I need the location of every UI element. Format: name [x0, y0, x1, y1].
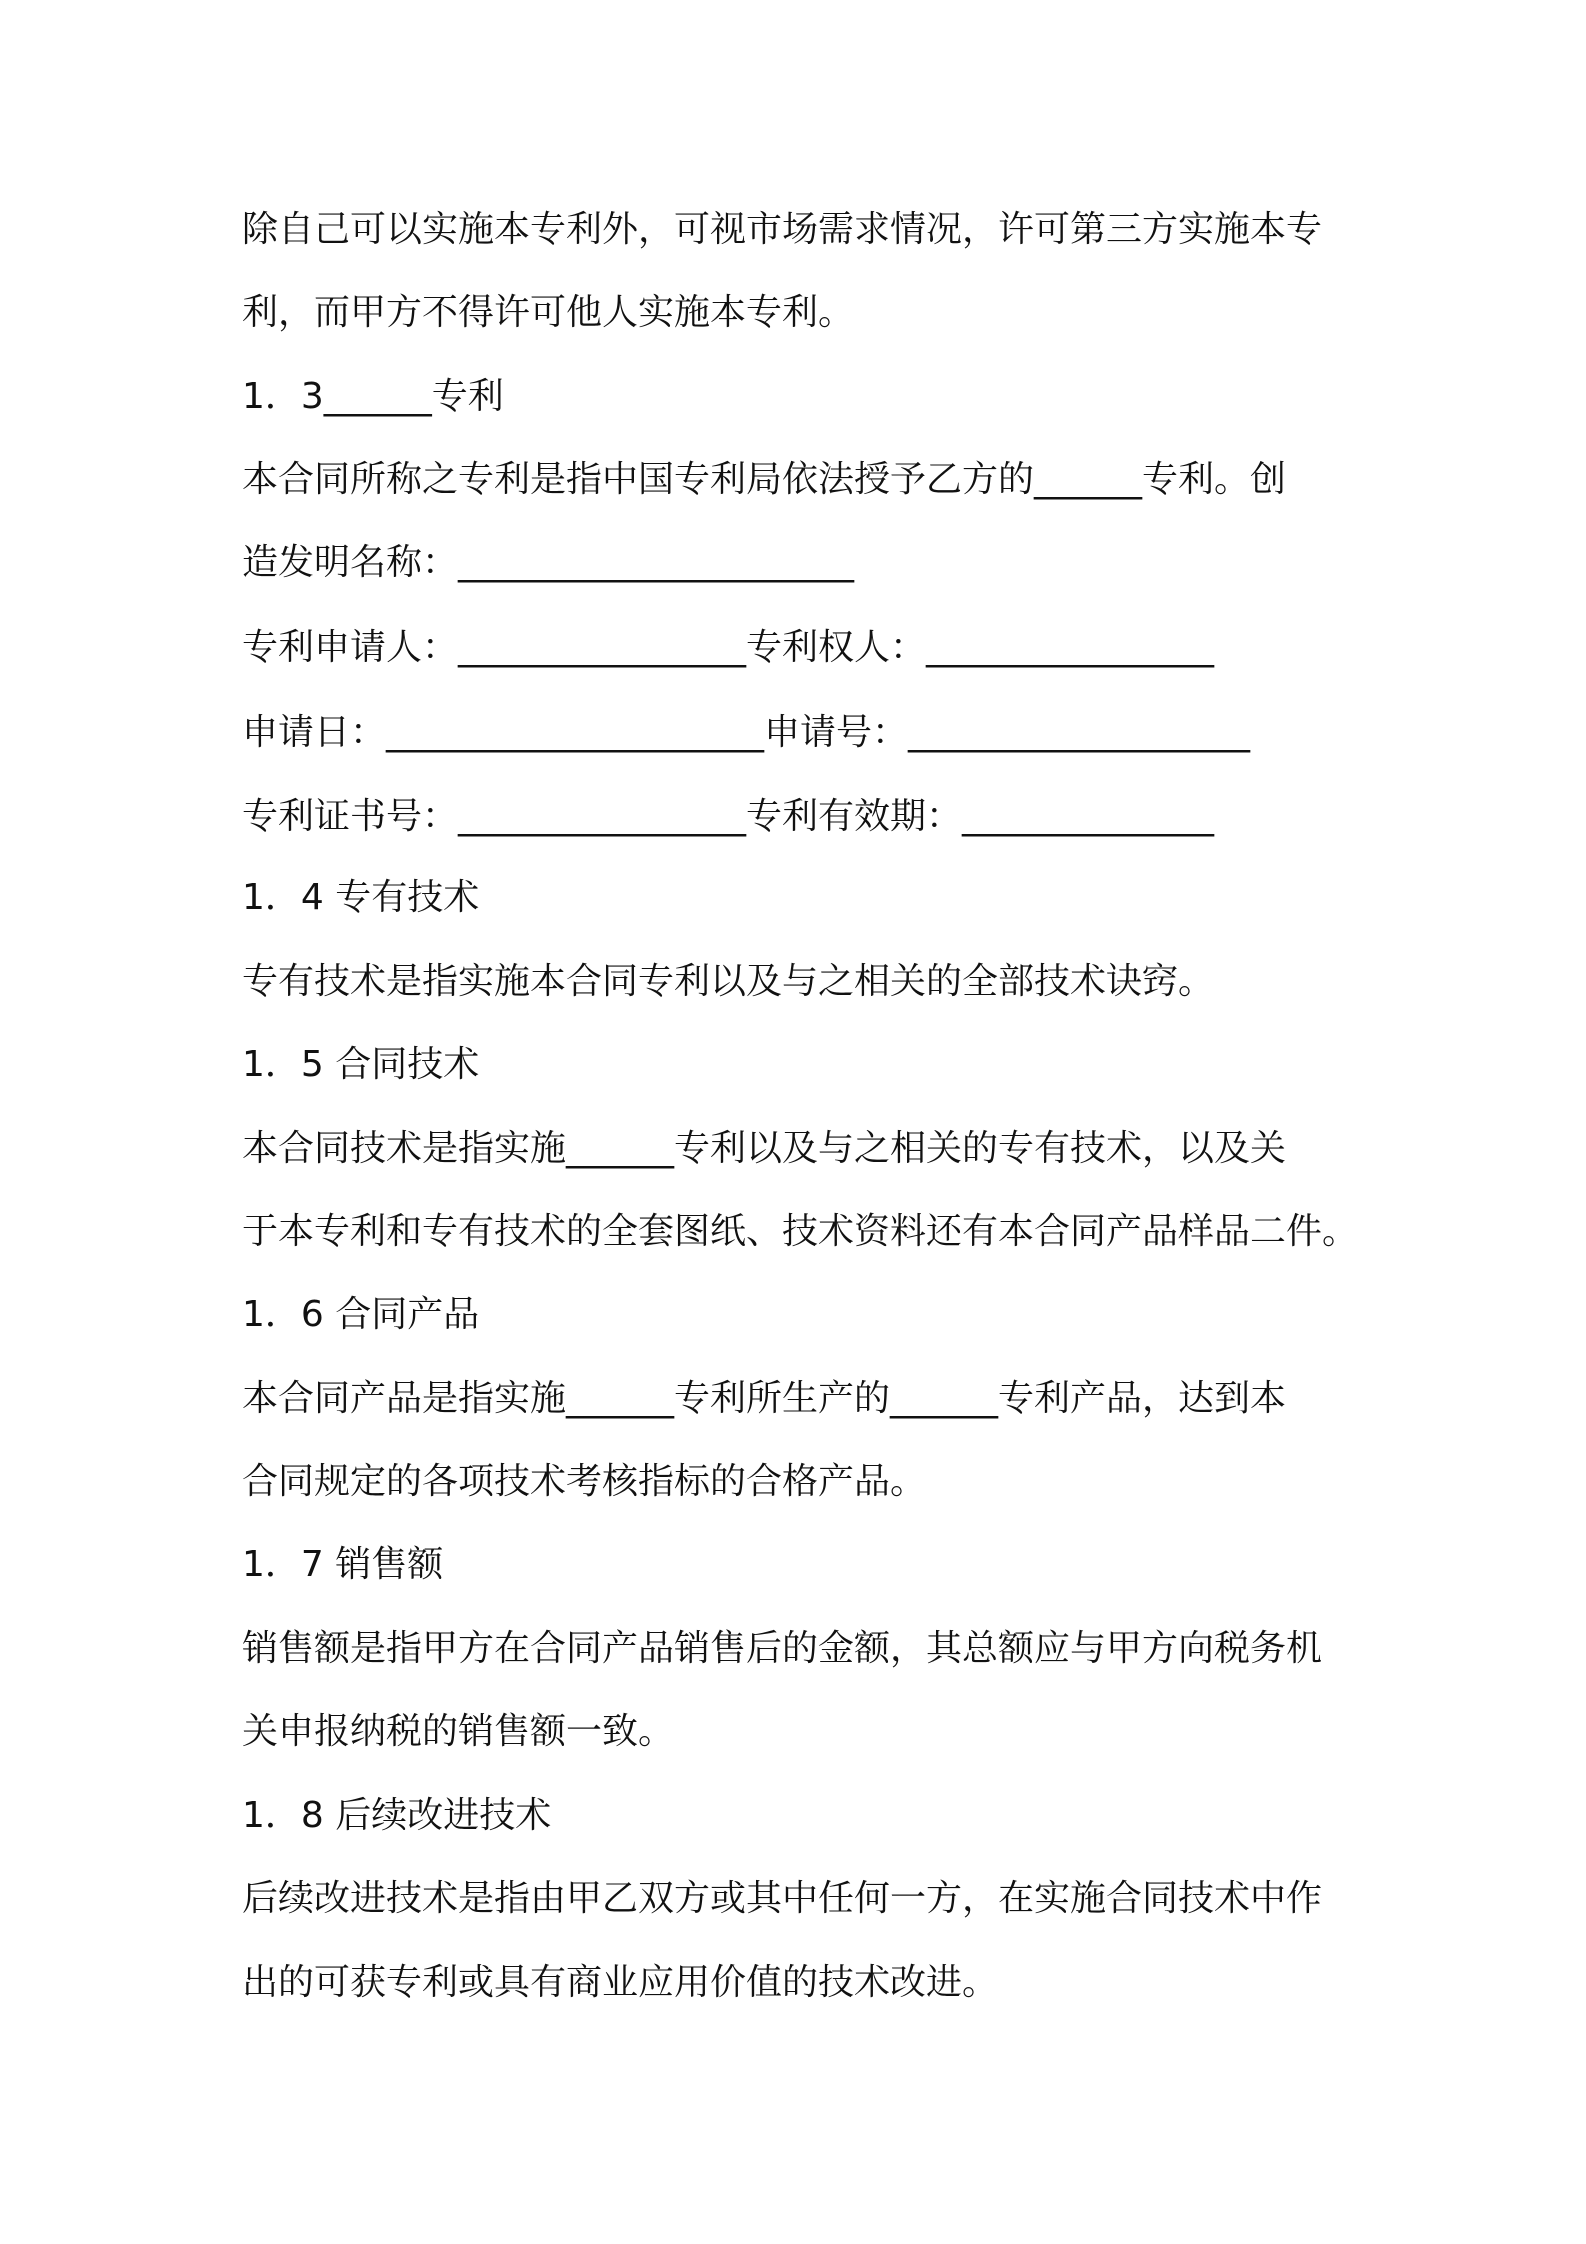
text-line: 销售额是指甲方在合同产品销售后的金额，其总额应与甲方向税务机	[242, 1628, 1323, 1669]
section-heading: 1．7 销售额	[242, 1544, 444, 1585]
text-line: 专有技术是指实施本合同专利以及与之相关的全部技术诀窍。	[242, 961, 1215, 1002]
text-line: 后续改进技术是指由甲乙双方或其中任何一方，在实施合同技术中作	[242, 1878, 1323, 1919]
text-line: 出的可获专利或具有商业应用价值的技术改进。	[242, 1962, 999, 2003]
text-line: 于本专利和专有技术的全套图纸、技术资料还有本合同产品样品二件。	[242, 1211, 1359, 1252]
text-line: 专利申请人：________________专利权人：________________	[242, 627, 1215, 668]
text-line: 本合同技术是指实施______专利以及与之相关的专有技术，以及关	[242, 1128, 1287, 1169]
text-line: 利，而甲方不得许可他人实施本专利。	[242, 292, 855, 333]
text-line: 申请日：_____________________申请号：___________________	[242, 712, 1251, 753]
text-line: 合同规定的各项技术考核指标的合格产品。	[242, 1461, 927, 1502]
section-heading: 1．4 专有技术	[242, 877, 480, 918]
section-heading: 1．3______专利	[242, 376, 504, 417]
text-line: 除自己可以实施本专利外，可视市场需求情况，许可第三方实施本专	[242, 209, 1323, 250]
section-heading: 1．5 合同技术	[242, 1044, 480, 1085]
text-line: 关申报纳税的销售额一致。	[242, 1711, 675, 1752]
section-heading: 1．8 后续改进技术	[242, 1795, 552, 1836]
text-line: 造发明名称：______________________	[242, 542, 855, 583]
text-line: 本合同产品是指实施______专利所生产的______专利产品，达到本	[242, 1378, 1287, 1419]
text-line: 本合同所称之专利是指中国专利局依法授予乙方的______专利。创	[242, 459, 1287, 500]
section-heading: 1．6 合同产品	[242, 1294, 480, 1335]
text-line: 专利证书号：________________专利有效期：______________	[242, 796, 1215, 837]
